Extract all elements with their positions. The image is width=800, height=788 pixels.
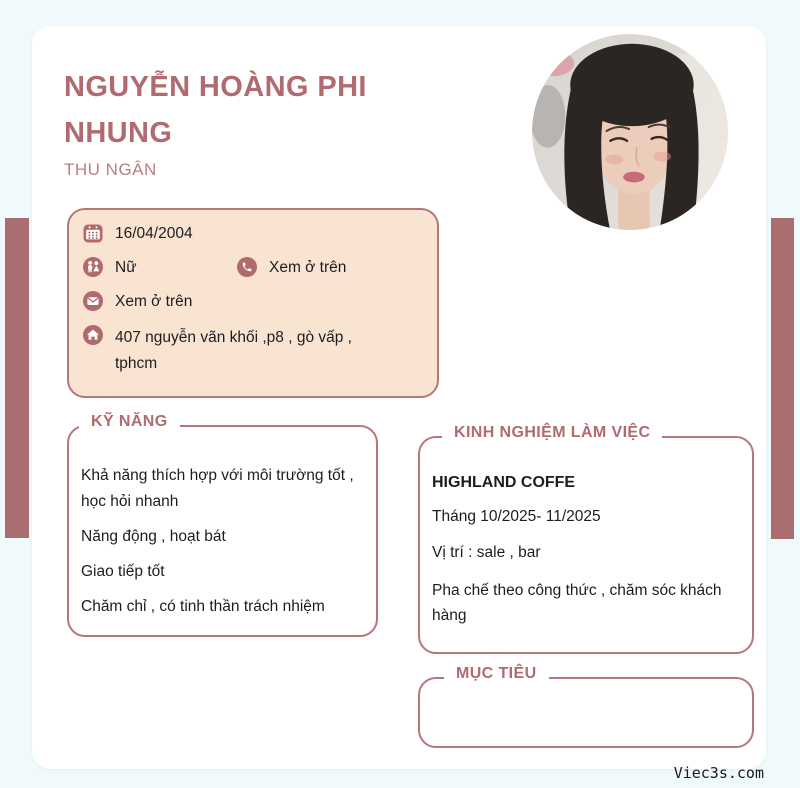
address-row: [83, 325, 423, 377]
site-link[interactable]: Viec3s.com: [673, 764, 764, 782]
experience-entry: [420, 438, 752, 628]
email-value: Xem ở trên: [115, 293, 193, 310]
phone-value: Xem ở trên: [269, 259, 347, 276]
contact-info-box: [67, 208, 439, 398]
experience-title: KINH NGHIỆM LÀM VIỆC: [442, 424, 662, 442]
gender-icon: [83, 257, 103, 277]
skill-item: Khả năng thích hợp với môi trường tốt , học hỏi nhanh: [81, 467, 354, 510]
job-title: THU NGÂN: [64, 160, 157, 179]
calendar-icon: [83, 223, 103, 243]
skill-item: Giao tiếp tốt: [81, 563, 165, 580]
skill-item: Năng động , hoạt bát: [81, 528, 226, 545]
home-icon: [83, 325, 103, 345]
phone-icon: [237, 257, 257, 277]
birthdate-row: [83, 223, 423, 245]
email-row: [83, 291, 423, 313]
email-icon: [83, 291, 103, 311]
company-name: HIGHLAND COFFE: [432, 474, 576, 491]
work-position: Vị trí : sale , bar: [432, 544, 541, 561]
phone-group: [237, 257, 346, 279]
skills-title: KỸ NĂNG: [79, 413, 180, 431]
address-value: 407 nguyễn vãn khối ,p8 , gò vấp , tphcm: [115, 329, 352, 372]
work-description: Pha chế theo công thức , chăm sóc khách hàng: [432, 582, 722, 624]
objective-section: [418, 665, 754, 748]
birthdate-value: 16/04/2004: [115, 225, 193, 242]
cv-card: [32, 26, 766, 769]
profile-photo: [532, 34, 728, 230]
gender-phone-row: [83, 257, 423, 279]
objective-title: MỤC TIÊU: [444, 665, 549, 683]
gender-group: [83, 257, 225, 279]
skill-item: Chăm chỉ , có tinh thần trách nhiệm: [81, 598, 325, 615]
experience-section: [418, 424, 754, 654]
skills-list: [69, 427, 376, 620]
skills-section: [67, 413, 378, 637]
work-period: Tháng 10/2025- 11/2025: [432, 508, 601, 525]
gender-value: Nữ: [115, 259, 137, 276]
decor-bar-left: [5, 218, 29, 538]
objective-content: [420, 679, 752, 715]
decor-bar-right: [771, 218, 794, 539]
candidate-name: NGUYỄN HOÀNG PHI NHUNG: [64, 71, 367, 149]
portrait-illustration: [532, 34, 728, 230]
